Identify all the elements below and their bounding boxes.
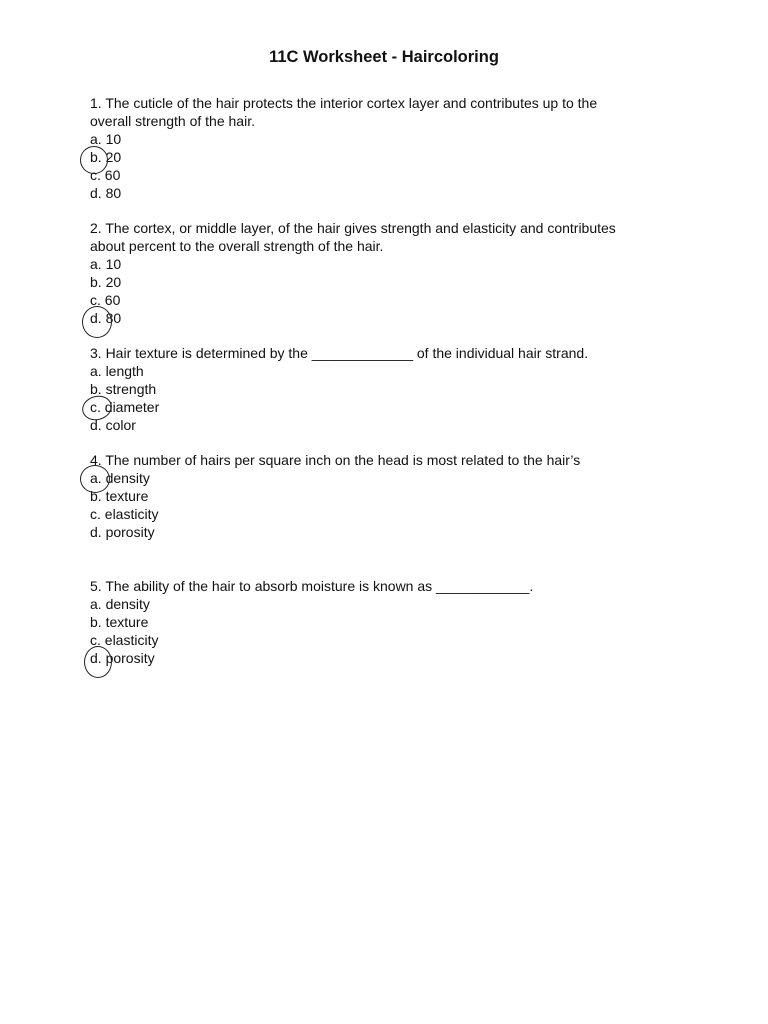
question-2 [90, 219, 680, 327]
answer-option-d: d. porosity [90, 650, 155, 666]
answer-option-d: d. 80 [90, 310, 122, 326]
question-text-line: 2. The cortex, or middle layer, of the hair gives strength and elasticity and contributes [90, 220, 616, 236]
answer-option-c: c. elasticity [90, 506, 159, 522]
answer-option-b: b. strength [90, 381, 157, 397]
answer-option-b: b. 20 [90, 149, 122, 165]
question-5 [90, 577, 680, 667]
answer-option-c: c. diameter [90, 399, 160, 415]
question-1 [90, 94, 680, 202]
question-4 [90, 451, 680, 541]
question-text-line: about percent to the overall strength of the hair. [90, 238, 384, 254]
answer-option-c: c. elasticity [90, 632, 159, 648]
answer-option-d: d. porosity [90, 524, 155, 540]
question-text-line: overall strength of the hair. [90, 113, 255, 129]
answer-option-a: a. density [90, 470, 150, 486]
question-3 [90, 344, 680, 434]
answer-option-d: d. color [90, 417, 136, 433]
answer-option-c: c. 60 [90, 292, 121, 308]
answer-option-a: a. 10 [90, 256, 122, 272]
answer-option-b: b. texture [90, 614, 149, 630]
question-text-line: 3. Hair texture is determined by the _____________ of the individual hair strand. [90, 345, 589, 361]
worksheet-title: 11C Worksheet - Haircoloring [269, 48, 499, 66]
answer-option-b: b. 20 [90, 274, 122, 290]
answer-option-d: d. 80 [90, 185, 122, 201]
question-text-line: 1. The cuticle of the hair protects the interior cortex layer and contributes up to the [90, 95, 598, 111]
answer-option-b: b. texture [90, 488, 149, 504]
question-text-line: 5. The ability of the hair to absorb moisture is known as ____________. [90, 578, 534, 594]
answer-option-c: c. 60 [90, 167, 121, 183]
answer-option-a: a. length [90, 363, 144, 379]
question-text-line: 4. The number of hairs per square inch on the head is most related to the hair’s [90, 452, 581, 468]
answer-option-a: a. density [90, 596, 150, 612]
answer-option-a: a. 10 [90, 131, 122, 147]
